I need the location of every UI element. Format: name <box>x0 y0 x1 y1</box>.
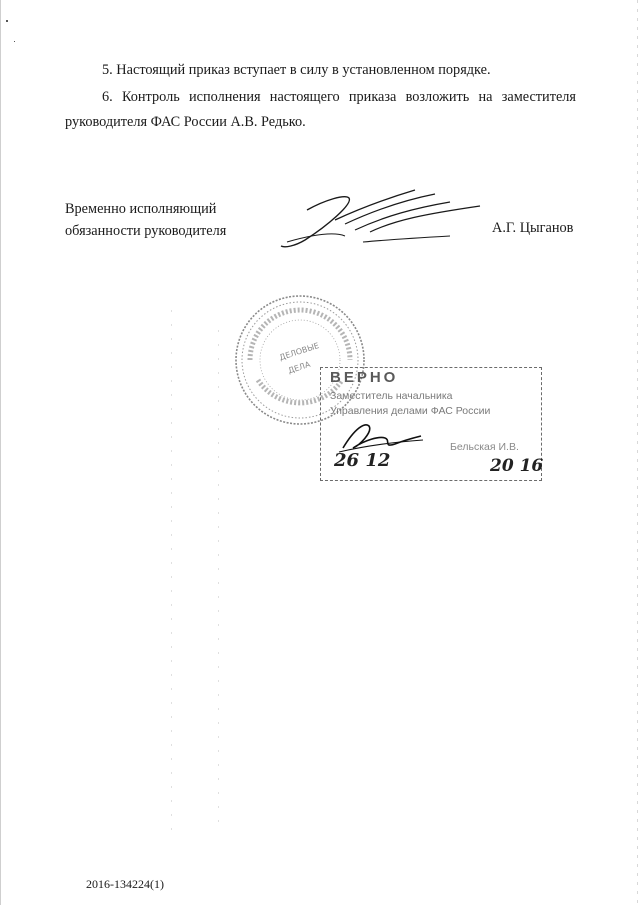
verification-year: 20 16 <box>490 456 544 476</box>
scan-edge-right <box>637 0 638 905</box>
seal-text-1: ДЕЛОВЫЕ <box>278 340 321 363</box>
signatory-name: А.Г. Цыганов <box>492 220 574 236</box>
order-item-6-line2: руководителя ФАС России А.В. Редько. <box>65 114 306 130</box>
scan-artifact-line <box>218 330 219 830</box>
order-item-5: 5. Настоящий приказ вступает в силу в установленном порядке. <box>102 62 491 78</box>
verification-stamp-title: ВЕРНО <box>330 369 399 386</box>
scan-speck <box>14 41 15 42</box>
verification-stamp-position: Заместитель начальника <box>330 390 453 402</box>
verification-stamp-department: Управления делами ФАС России <box>330 405 491 417</box>
signatory-position <box>65 198 226 242</box>
order-item-6-line1: 6. Контроль исполнения настоящего приказа возложить на заместителя <box>102 89 576 105</box>
scan-artifact-line <box>171 310 172 830</box>
verification-date: 26 12 <box>334 450 391 471</box>
verification-stamp-name: Бельская И.В. <box>450 441 519 453</box>
scan-speck <box>6 20 8 22</box>
signatory-position-line1: Временно исполняющий <box>65 201 217 217</box>
scan-edge-left <box>0 0 1 905</box>
seal-text-2: ДЕЛА <box>286 359 312 376</box>
document-code: 2016-134224(1) <box>86 877 164 891</box>
signatory-position-line2: обязанности руководителя <box>65 223 227 239</box>
handwritten-signature <box>275 180 515 260</box>
